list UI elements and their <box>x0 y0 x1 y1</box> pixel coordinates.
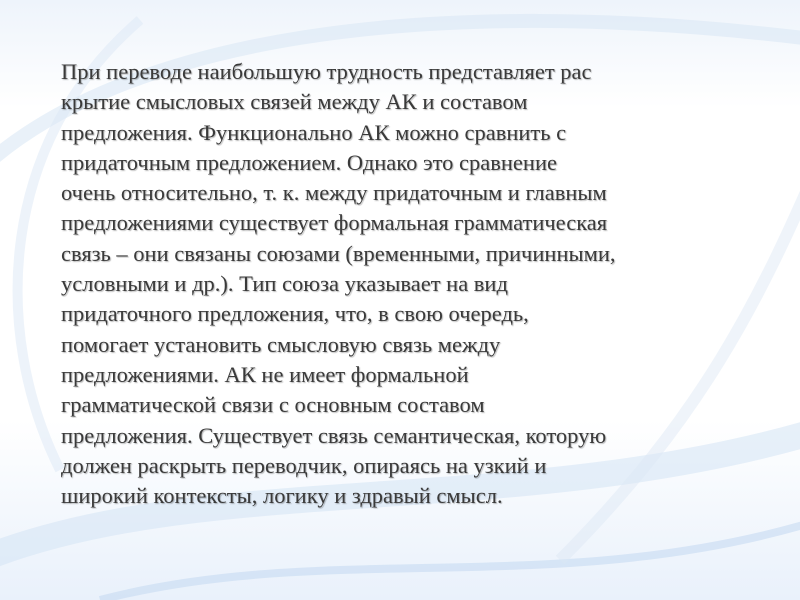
text-line: помогает установить смысловую связь между <box>61 331 501 357</box>
text-line: предложения. Существует связь семантическая, которую <box>61 422 607 448</box>
text-line: должен раскрыть переводчик, опираясь на узкий и <box>61 452 547 478</box>
text-line: широкий контексты, логику и здравый смысл. <box>61 483 503 509</box>
slide-body-text <box>61 57 761 511</box>
text-line: грамматической связи с основным составом <box>61 392 485 418</box>
text-line: предложениями. АК не имеет формальной <box>61 361 469 387</box>
text-line: придаточного предложения, что, в свою очередь, <box>61 301 529 327</box>
text-line: придаточным предложением. Однако это сравнение <box>61 149 557 175</box>
text-line: предложениями существует формальная грамматическая <box>61 210 608 236</box>
text-line: очень относительно, т. к. между придаточным и главным <box>61 180 607 206</box>
text-line: связь – они связаны союзами (временными, причинными, <box>61 240 616 266</box>
text-line: При переводе наибольшую трудность представляет рас <box>61 59 592 84</box>
text-line: условными и др.). Тип союза указывает на вид <box>61 271 508 297</box>
swoosh-arc-bottom-thin <box>100 520 800 600</box>
text-line: крытие смысловых связей между АК и составом <box>61 89 528 115</box>
text-line: предложения. Функционально АК можно сравнить с <box>61 119 567 145</box>
